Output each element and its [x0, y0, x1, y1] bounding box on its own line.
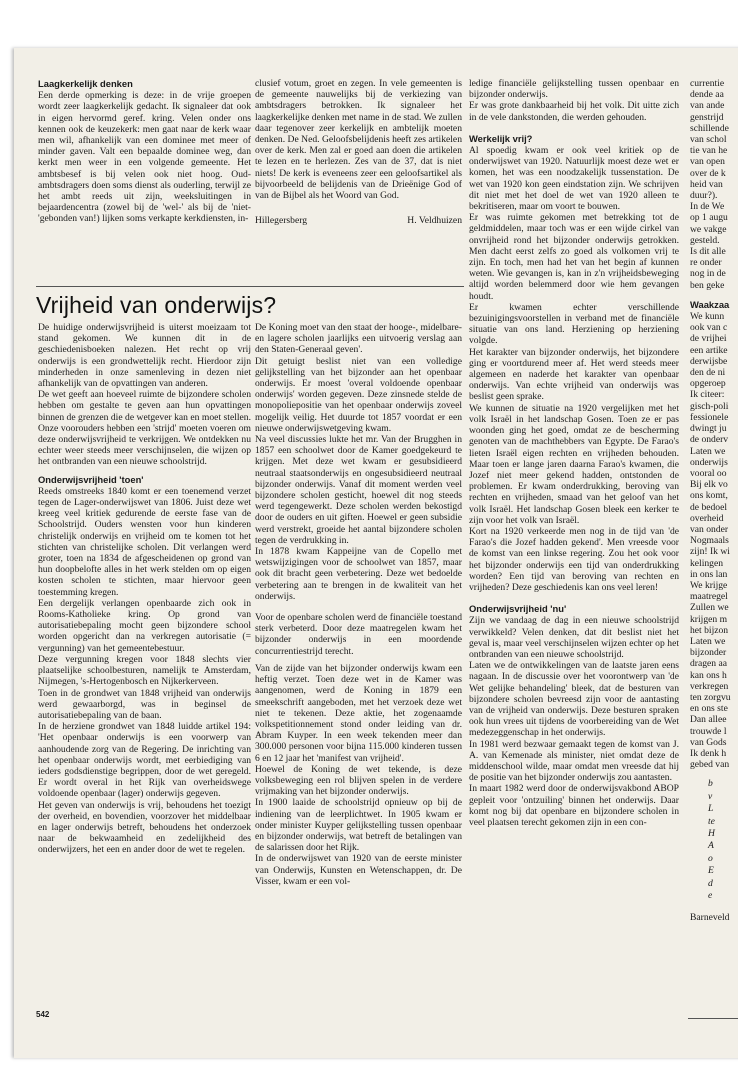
cropped-line: van ande [690, 100, 725, 112]
cropped-line: We kunn [690, 311, 725, 323]
paragraph: Er was grote dankbaarheid bij het volk. Dit uitte zich in de vele dankstonden, die werden gehouden. [469, 100, 679, 123]
paragraph: Dit getuigt beslist niet van een volledige gelijkstelling van het bijzonder aan het openbaar onderwijs. Er moest 'overal voldoende openbaar onderwijs' worden gegeven. Deze zinsnede stelde de monopoliepositie van het openbaar onderwijs zoveel mogelijk veilig. Het duurde tot 1857 voordat er een nieuwe onderwijswetgeving kwam. [255, 355, 462, 434]
section-heading: Werkelijk vrij? [469, 132, 533, 144]
paragraph: In de herziene grondwet van 1848 luidde artikel 194: 'Het openbaar onderwijs is een voorwerp van aanhoudende zorg van de Regering. De inrichting van het openbaar onderwijs wordt, met eerbiediging van ieders godsdienstige begrippen, door de wet geregeld. Er wordt overal in het Rijk van overheidswege voldoende openbaar (lager) onderwijs gegeven. [38, 721, 251, 800]
paragraph: Laten we de ontwikkelingen van de laatste jaren eens nagaan. In de discussie over het voorontwerp van 'de Wet gelijke behandeling' bleek, dat de besturen van bijzondere scholen bevreesd zijn voor de aantasting van de vrijheid van onderwijs. Deze besturen spraken ook hun vrees uit tijdens de voorbereiding van de Wet medezeggenschap in het onderwijs. [469, 660, 679, 739]
cropped-line: van Gods [690, 736, 727, 748]
paragraph: Van de zijde van het bijzonder onderwijs kwam een heftig verzet. Toen deze wet in de Kamer was aangenomen, werd de Koning in 1879 een smeekschrift aangeboden, met het verzoek deze wet niet te tekenen. Deze aktie, het zogenaamde volkspetitionnement stond onder leiding van dr. Abram Kuyper. In een week tekenden meer dan 300.000 personen voor bijna 115.000 kinderen tussen 6 en 12 jaar het 'manifest van vrijheid'. [255, 662, 462, 764]
cropped-line: Laten we [690, 635, 726, 647]
paragraph: Reeds omstreeks 1840 komt er een toenemend verzet tegen de Lager-onderwijswet van 1806. Juist deze wet kreeg veel kritiek gedurende de eerste fase van de Schoolstrijd. Ouders wensten voor hun kinderen christelijk onderwijs en vrijheid om te komen tot het stichten van christelijke scholen. Dit verlangen werd groter, toen na 1834 de afgescheidenen op grond van hun doopbelofte alles in het werk stelden om op eigen kosten scholen te stichten, maar hiervoor geen toestemming kregen. [38, 485, 251, 598]
cropped-line: genstrijd [690, 111, 724, 123]
article-column-3 [469, 78, 679, 1006]
cropped-line: een artike [690, 344, 728, 356]
top-column-1 [38, 78, 251, 283]
poem-line: L [708, 803, 714, 815]
cropped-line: duur?). [690, 190, 718, 202]
cropped-line: den de ni [690, 367, 726, 379]
cropped-line: ten zorgvu [690, 691, 731, 703]
page-number: 542 [36, 1010, 50, 1019]
cropped-line: ons komt, [690, 490, 728, 502]
cropped-line: bijzonder [690, 647, 727, 659]
cropped-line: de vrijhei [690, 333, 727, 345]
bottom-rule [688, 1018, 738, 1019]
paragraph: Zijn we vandaag de dag in een nieuwe schoolstrijd verwikkeld? Velen denken, dat dit beslist niet het geval is, maar veel verschijnselen wijzen echter op het ontbranden van een nieuwe schoolstrijd. [469, 615, 679, 660]
cropped-line: en ons ste [690, 703, 728, 715]
paragraph: De huidige onderwijsvrijheid is uiterst moeizaam tot stand gekomen. We kunnen dit in de geschiedenisboeken nalezen. Het recht op vrij onderwijs is een grondwettelijk recht. Hierdoor zijn minderheden in onze samenleving in dezen niet afhankelijk van de opvattingen van anderen. [38, 322, 251, 390]
paragraph: In 1981 werd bezwaar gemaakt tegen de komst van J. A. van Kemenade als minister, niet omdat deze de middenschool wilde, maar omdat men vreesde dat hij de positie van het bijzonder onderwijs zou aantasten. [469, 738, 679, 784]
paragraph: In 1900 laaide de schoolstrijd opnieuw op bij de indiening van de leerplichtwet. In 1905 kwam er onder minister Kuyper gelijkstelling tussen openbaar en bijzonder onderwijs, wat betreft de betalingen van de salarissen door het Rijk. [255, 797, 462, 854]
paragraph: In 1878 kwam Kappeijne van de Copello met wetswijzigingen voor de schoolwet van 1857, maar ook dit bracht geen verbetering. Deze wet bedoelde verbetering aan te brengen in de kwaliteit van het onderwijs. [255, 546, 462, 602]
paragraph: Het geven van onderwijs is vrij, behoudens het toezigt der overheid, en bovendien, voorzover het middelbaar en lager onderwijs betreft, behoudens het onderzoek naar de bekwaamheid en zedelijkheid des onderwijzers, het een en ander door de wet te regelen. [38, 799, 251, 856]
cropped-line: van onder [690, 523, 729, 535]
section-heading: Onderwijsvrijheid 'nu' [469, 603, 567, 615]
cropped-line: kan ons h [690, 669, 727, 681]
cropped-poem [690, 778, 738, 902]
cropped-line: nog in de [690, 268, 726, 280]
cropped-line: gebed van [690, 759, 730, 771]
section-heading: Laagkerkelijk denken [38, 78, 133, 89]
signature [255, 215, 462, 226]
paragraph: clusief votum, groet en zegen. In vele gemeenten is de gemeente nauwelijks bij de verkiezing van ambtsdragers betrokken. Ik signaleer het laagkerkelijke denken met name in de stad. We zullen daar tegenover zeer kerkelijk en ambtelijk moeten denken. De Ned. Geloofsbelijdenis heeft zes artikelen over de kerk. Men zal er goed aan doen die artikelen te lezen en te herlezen. Zes van de 37, dat is niet niets! De kerk is eveneens zeer een geloofsartikel als bijvoorbeeld de belijdenis van de Drieënige God of van de Bijbel als het Woord van God. [255, 78, 462, 202]
cropped-line: van schol [690, 134, 727, 146]
cropped-line: currentie [690, 78, 725, 89]
signature-place: Hillegersberg [255, 215, 308, 227]
paragraph: We kunnen de situatie na 1920 vergelijken met het volk Israël in het landschap Gosen. Toen ze er pas woonden ging het goed, omdat ze de bescherming genoten van de machthebbers van Egypte. De Farao's lieten Israël eigen rechten en vrijheden behouden. Maar toen er lange jaren daarna Farao's kwamen, die Jozef niet meer gekend hadden, ontstonden de problemen. Er kwam onderdrukking, beroving van rechten en vrijheden, smaad van het geloof van het volk Israël. Het landschap Gosen bleek een kerker te zijn voor het volk van Israël. [469, 402, 679, 526]
cropped-line: trouwde l [690, 725, 727, 737]
cropped-line: we vakge [690, 223, 727, 235]
cropped-line: Zullen we [690, 602, 729, 614]
paragraph: Een derde opmerking is deze: in de vrije groepen wordt zeer laagkerkelijk gedacht. Ik signaleer dat ook in eigen hervormd geref. kring. Velen onder ons kennen ook de keuzekerk: men gaat naar de kerk waar men wil, afhankelijk van een dominee met meer of minder gaven. Valt een bepaalde dominee weg, dan kerkt men weer in een volgende gemeente. Het ambtsbesef is bij velen ook niet hoog. Oud-ambtsdragers doen soms dienst als ouderling, terwijl ze het ambt reeds uit zijn, weeksluitingen in bejaardencentra (zowel bij de 'wel-' als bij de 'niet-'gebonden van!) lijken soms verkapte kerkdiensten, in- [38, 90, 251, 225]
article-column-4-cropped [690, 78, 738, 1008]
cropped-line: dende aa [690, 89, 724, 101]
poem-line: d [708, 877, 713, 889]
cropped-lines-b [690, 311, 738, 770]
poem-line: H [708, 828, 715, 840]
paragraph: ledige financiële gelijkstelling tussen openbaar en bijzonder onderwijs. [469, 78, 679, 101]
paragraph: Het karakter van bijzonder onderwijs, het bijzondere ging er voortdurend meer af. Het werd steeds meer algemeen en naderde het karakter van openbaar onderwijs. Van echte vrijheid van onderwijs was beslist geen sprake. [469, 346, 679, 403]
cropped-place: Barneveld [690, 912, 730, 924]
cropped-line: gisch-poli [690, 400, 729, 412]
cropped-line: dwingt ju [690, 423, 727, 435]
cropped-line: ook van c [690, 322, 728, 334]
cropped-line: de bedoel [690, 501, 728, 513]
paragraph: Toen in de grondwet van 1848 vrijheid van onderwijs werd gewaarborgd, was in beginsel de autorisatiebepaling van de baan. [38, 687, 251, 721]
cropped-line: het bijzon [690, 624, 729, 636]
cropped-line: re onder [690, 257, 722, 269]
article-headline: Vrijheid van onderwijs? [36, 292, 277, 318]
cropped-line: Ik denk h [690, 747, 727, 759]
cropped-line: fessionele [690, 411, 729, 423]
poem-line: b [708, 778, 713, 790]
section-heading: Waakzaa [690, 298, 730, 310]
section-heading: Onderwijsvrijheid 'toen' [38, 473, 144, 485]
cropped-line: op 1 augu [690, 212, 728, 224]
cropped-line: Is dit alle [690, 246, 726, 258]
cropped-line: de onderv [690, 434, 729, 446]
poem-line: E [708, 865, 714, 877]
cropped-line: heid van [690, 178, 723, 190]
cropped-line: vooral oo [690, 467, 727, 479]
cropped-line: tie van he [690, 145, 728, 157]
cropped-line: schillende [690, 122, 729, 134]
paragraph: Hoewel de Koning de wet tekende, is deze volksbeweging een rol blijven spelen in de verdere vrijmaking van het bijzonder onderwijs. [255, 763, 462, 798]
cropped-line: van open [690, 156, 725, 168]
poem-line: e [708, 890, 713, 902]
cropped-line: In de We [690, 201, 725, 213]
paragraph: Al spoedig kwam er ook veel kritiek op de onderwijswet van 1920. Natuurlijk moest deze wet er komen, het was een noodzakelijk tussenstation. De wet van 1920 kon geen eindstation zijn. We schrijven dit niet met het doel de wet van 1920 alleen te bekritiseren, maar om voort te bouwen. [469, 145, 679, 213]
cropped-line: kelingen [690, 557, 724, 569]
section-divider [36, 286, 464, 287]
article-column-1 [38, 322, 251, 1007]
poem-line: A [708, 840, 714, 852]
cropped-line: maatregel [690, 591, 728, 603]
paragraph: Er kwamen echter verschillende bezuinigingsvoorstellen in verband met de financiële situatie van ons land. Herziening op herziening volgde. [469, 301, 679, 347]
poem-line: te [708, 815, 715, 827]
cropped-line: gesteld. [690, 234, 720, 246]
article-column-2 [255, 322, 462, 1007]
cropped-line: onderwijs [690, 456, 728, 468]
paragraph: De wet geeft aan hoeveel ruimte de bijzondere scholen hebben om gestalte te geven aan hun opvattingen binnen de grenzen die de wetgever kan en moet stellen. Onze voorouders hebben een 'strijd' moeten voeren om deze onderwijsvrijheid te verkrijgen. We ontdekken nu echter weer steeds meer verschijnselen, die wijzen op het ontbranden van een nieuwe schoolstrijd. [38, 389, 251, 468]
cropped-line: overheid [690, 512, 724, 524]
cropped-line: Bij elk vo [690, 479, 728, 491]
cropped-line: krijgen m [690, 613, 728, 625]
cropped-line: Nogmaals [690, 535, 729, 547]
cropped-line: opgeroep [690, 378, 726, 390]
cropped-lines-a [690, 78, 738, 291]
paragraph: Er was ruimte gekomen met betrekking tot de geldmiddelen, maar toch was er een wijde cirkel van onvrijheid rond het bijzonder onderwijs getrokken. Men dacht eerst zelfs zo goed als volkomen vrij te zijn. En toch, men had het van het begin af kunnen weten. Wie gevangen is, kan in z'n vrijheidsbeweging altijd worden belemmerd door wie hem gevangen houdt. [469, 212, 679, 302]
cropped-line: in ons lan [690, 568, 728, 580]
paragraph: In maart 1982 werd door de onderwijsvakbond ABOP gepleit voor 'ontzuiling' binnen het onderwijs. Daar komt nog bij dat openbare en bijzondere scholen in veel plaatsen terecht gekomen zijn in een con- [469, 783, 679, 828]
top-column-2 [255, 78, 462, 283]
cropped-line: dragen aa [690, 658, 728, 670]
poem-line: v [708, 790, 713, 802]
paragraph: Voor de openbare scholen werd de financiële toestand sterk verbeterd. Door deze maatregelen kwam het bijzonder onderwijs in een moordende concurrentiestrijd terecht. [255, 612, 462, 657]
paragraph: Na veel discussies lukte het mr. Van der Brugghen in 1857 een schoolwet door de Kamer goedgekeurd te krijgen. Met deze wet kwam er gesubsidieerd neutraal staatsonderwijs en ongesubsidieerd neutraal bijzonder onderwijs. Vanaf dit moment werden veel bijzondere scholen gesticht, hoewel dit nog steeds werd tegengewerkt. Deze scholen werden bekostigd door de ouders en uit giften. Hoewel er geen subsidie werd verstrekt, groeide het aantal bijzondere scholen tegen de verdrukking in. [255, 434, 462, 546]
paragraph: In de onderwijswet van 1920 van de eerste minister van Onderwijs, Kunsten en Wetenschappen, dr. De Visser, kwam er een vol- [255, 853, 462, 887]
cropped-line: over de k [690, 167, 726, 179]
cropped-line: derwijsbe [690, 355, 728, 367]
signature-name: H. Veldhuizen [407, 215, 462, 227]
cropped-line: ben geke [690, 279, 725, 291]
cropped-line: Laten we [690, 445, 726, 457]
paragraph: De Koning moet van den staat der hooge-, midelbare- en lagere scholen jaarlijks een uitvoerig verslag aan den Staten-Generaal geven'. [255, 322, 462, 356]
poem-line: o [708, 852, 713, 864]
cropped-line: Dan allee [690, 714, 727, 726]
paragraph: Een dergelijk verlangen openbaarde zich ook in Rooms-Katholieke kring. Op grond van autorisatiebepaling mocht geen bijzondere school worden opgericht dan na verkregen autorisatie (= vergunning) van het gemeentebestuur. [38, 597, 251, 654]
cropped-line: zijn! Ik wi [690, 546, 730, 558]
paragraph: Deze vergunning kregen voor 1848 slechts vier plaatselijke schoolbesturen, namelijk te Amsterdam, Nijmegen, 's-Hertogenbosch en Nijkerkerveen. [38, 653, 251, 688]
cropped-line: Ik citeer: [690, 389, 725, 401]
paragraph: Kort na 1920 verkeerde men nog in de tijd van 'de Farao's die Jozef hadden gekend'. Men vreesde voor de komst van een linkse regering. Zou het ook voor het bijzonder onderwijs een tijd van onderdrukking worden? Een tijd van beroving van rechten en vrijheden? Deze geschiedenis kan ons veel leren! [469, 525, 679, 593]
cropped-line: verkregen [690, 680, 729, 692]
cropped-line: We krijge [690, 579, 728, 591]
